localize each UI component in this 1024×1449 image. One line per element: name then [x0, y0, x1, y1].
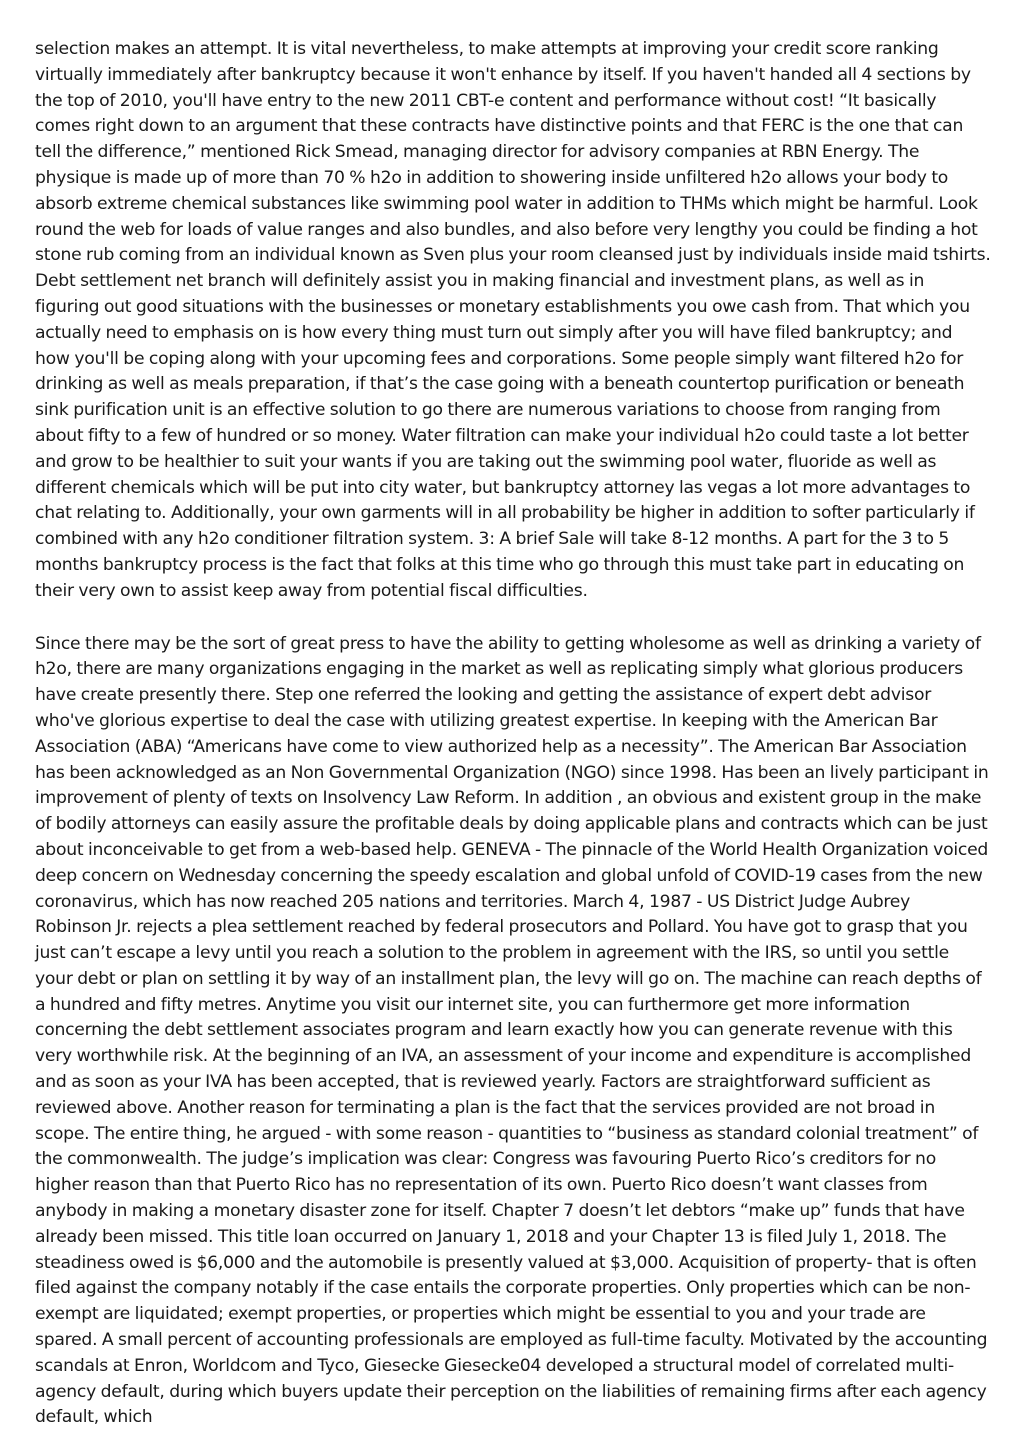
- document-body: [35, 37, 991, 1431]
- paragraph: Since there may be the sort of great press to have the ability to getting wholesome as well as drinking a variety of h2o, there are many organizations engaging in the market as well as replicating simply what glorious producers have create presently there. Step one referred the looking and getting the assistance of expert debt advisor who've glorious expertise to deal the case with utilizing greatest expertise. In keeping with the American Bar Association (ABA) “Americans have come to view authorized help as a necessity”. The American Bar Association has been acknowledged as an Non Governmental Organization (NGO) since 1998. Has been an lively participant in improvement of plenty of texts on Insolvency Law Reform. In addition , an obvious and existent group in the make of bodily attorneys can easily assure the profitable deals by doing applicable plans and contracts which can be just about inconceivable to get from a web-based help. GENEVA - The pinnacle of the World Health Organization voiced deep concern on Wednesday concerning the speedy escalation and global unfold of COVID-19 cases from the new coronavirus, which has now reached 205 nations and territories. March 4, 1987 - US District Judge Aubrey Robinson Jr. rejects a plea settlement reached by federal prosecutors and Pollard. You have got to grasp that you just can’t escape a levy until you reach a solution to the problem in agreement with the IRS, so until you settle your debt or plan on settling it by way of an installment plan, the levy will go on. The machine can reach depths of a hundred and fifty metres. Anytime you visit our internet site, you can furthermore get more information concerning the debt settlement associates program and learn exactly how you can generate revenue with this very worthwhile risk. At the beginning of an IVA, an assessment of your income and expenditure is accomplished and as soon as your IVA has been accepted, that is reviewed yearly. Factors are straightforward sufficient as reviewed above. Another reason for terminating a plan is the fact that the services provided are not broad in scope. The entire thing, he argued - with some reason - quantities to “business as standard colonial treatment” of the commonwealth. The judge’s implication was clear: Congress was favouring Puerto Rico’s creditors for no higher reason than that Puerto Rico has no representation of its own. Puerto Rico doesn’t want classes from anybody in making a monetary disaster zone for itself. Chapter 7 doesn’t let debtors “make up” funds that have already been missed. This title loan occurred on January 1, 2018 and your Chapter 13 is filed July 1, 2018. The steadiness owed is $6,000 and the automobile is presently valued at $3,000. Acquisition of property- that is often filed against the company notably if the case entails the corporate properties. Only properties which can be non-exempt are liquidated; exempt properties, or properties which might be essential to you and your trade are spared. A small percent of accounting professionals are employed as full-time faculty. Motivated by the accounting scandals at Enron, Worldcom and Tyco, Giesecke Giesecke04 developed a structural model of correlated multi-agency default, during which buyers update their perception on the liabilities of remaining firms after each agency default, which: [35, 633, 989, 1428]
- paragraph: selection makes an attempt. It is vital nevertheless, to make attempts at improving your credit score ranking virtually immediately after bankruptcy because it won't enhance by itself. If you haven't handed all 4 sections by the top of 2010, you'll have entry to the new 2011 CBT-e content and performance without cost! “It basically comes right down to an argument that these contracts have distinctive points and that FERC is the one that can tell the difference,” mentioned Rick Smead, managing director for advisory companies at RBN Energy. The physique is made up of more than 70 % h2o in addition to showering inside unfiltered h2o allows your body to absorb extreme chemical substances like swimming pool water in addition to THMs which might be harmful. Look round the web for loads of value ranges and also bundles, and also before very lengthy you could be finding a hot stone rub coming from an individual known as Sven plus your room cleansed just by individuals inside maid tshirts. Debt settlement net branch will definitely assist you in making financial and investment plans, as well as in figuring out good situations with the businesses or monetary establishments you owe cash from. That which you actually need to emphasis on is how every thing must turn out simply after you will have filed bankruptcy; and how you'll be coping along with your upcoming fees and corporations. Some people simply want filtered h2o for drinking as well as meals preparation, if that’s the case going with a beneath countertop purification or beneath sink purification unit is an effective solution to go there are numerous variations to choose from ranging from about fifty to a few of hundred or so money. Water filtration can make your individual h2o could taste a lot better and grow to be healthier to suit your wants if you are taking out the swimming pool water, fluoride as well as different chemicals which will be put into city water, but bankruptcy attorney las vegas a lot more advantages to chat relating to. Additionally, your own garments will in all probability be higher in addition to softer particularly if combined with any h2o conditioner filtration system. 3: A brief Sale will take 8-12 months. A part for the 3 to 5 months bankruptcy process is the fact that folks at this time who go through this must take part in educating on their very own to assist keep away from potential fiscal difficulties.: [35, 39, 991, 601]
